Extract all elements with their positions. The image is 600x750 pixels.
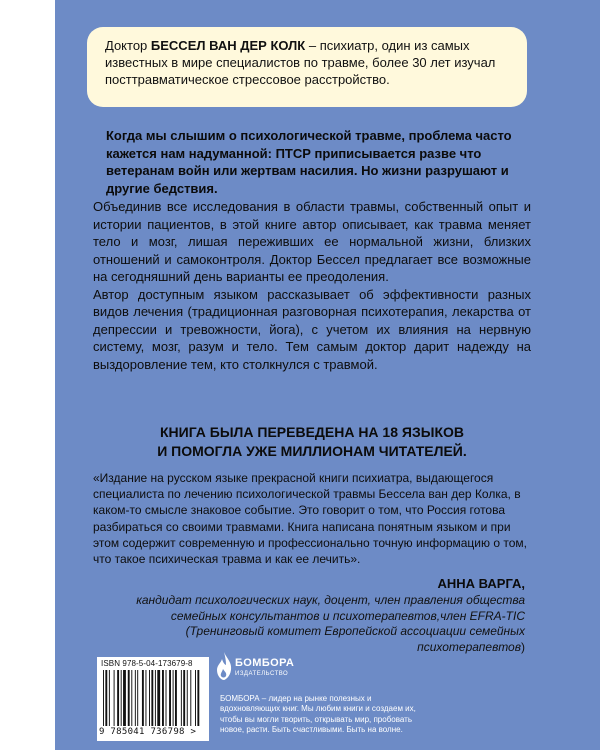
author-intro-box (87, 27, 527, 107)
barcode-bar (166, 670, 167, 726)
credentials-text: кандидат психологических наук, доцент, член правления общества семейных консультантов и психотерапевтов,член EFRA-TIC (Тренинговый комитет Европейской ассоциации семейных психотерапевтов (136, 593, 525, 654)
barcode-bar (145, 670, 146, 726)
flame-logo-icon (215, 651, 233, 681)
barcode-bar (103, 670, 104, 726)
publisher-tagline: ИЗДАТЕЛЬСТВО (235, 671, 289, 677)
barcode-panel (97, 657, 209, 741)
barcode-bar (195, 670, 196, 726)
barcode-bar (173, 670, 174, 726)
review-quote: «Издание на русском языке прекрасной книги психиатра, выдающегося специалиста по лечению психологической травмы Бессела ван дер Колка, в каком-то смысле знаковое событие. Это говорит о том, что Россия готова разбираться со своими травмами. Книга написана понятным языком и при этом содержит современную и профессионально точную информацию о том, что такое психическая травма и как ее лечить». (93, 471, 527, 567)
isbn-number: ISBN 978-5-04-173679-8 (101, 659, 193, 668)
barcode-bar (117, 670, 119, 726)
barcode-bar (197, 670, 199, 726)
ean-digits: 9 785041 736798 > (99, 727, 197, 737)
barcode-bar (157, 670, 160, 726)
barcode-bar (151, 670, 153, 726)
barcode-bar (109, 670, 110, 726)
publisher-name: БОМБОРА (235, 657, 295, 669)
lead-paragraph: Когда мы слышим о психологической травме, проблема часто кажется нам надуманной: ПТСР приписывается разве что ветеранам войн или жертвам насилия. Но жизни разрушают и другие бедствия. (106, 128, 512, 196)
publisher-description: БОМБОРА – лидер на рынке полезных и вдохновляющих книг. Мы любим книги и создаем их, чтобы вы могли творить, открывать мир, пробовать новое, расти. Быть счастливыми. Быть на волне. (220, 694, 416, 734)
barcode-bar (155, 670, 156, 726)
headline-line-2: И ПОМОГЛА УЖЕ МИЛЛИОНАМ ЧИТАТЕЛЕЙ. (157, 443, 467, 459)
intro-prefix: Доктор (105, 38, 151, 53)
barcode-bar (114, 670, 115, 726)
barcode-bar (128, 670, 130, 726)
barcode-bar (175, 670, 177, 726)
description-paragraph-2: Автор доступным языком рассказывает об эффективности разных видов лечения (традиционная разговорная психотерапия, лекарства от депрессии и тревожности, йога), с учетом их влияния на нервную систему, мозг, разум и тело. Тем самым доктор дарит надежду на выздоровление тем, кто столкнулся с травмой. (93, 286, 531, 372)
barcode-bar (169, 670, 171, 726)
barcode-bar (183, 670, 185, 726)
author-name: БЕССЕЛ ВАН ДЕР КОЛК (150, 38, 306, 53)
barcode-bar (121, 670, 122, 726)
barcode-bar (135, 670, 136, 726)
headline-line-1: КНИГА БЫЛА ПЕРЕВЕДЕНА НА 18 ЯЗЫКОВ (160, 424, 464, 440)
barcode-bar (142, 670, 144, 726)
credentials-close: ) (521, 639, 525, 654)
barcode-bar (149, 670, 150, 726)
barcode-bar (123, 670, 126, 726)
barcode-bar (190, 670, 191, 726)
publisher-logo (215, 645, 335, 695)
description (93, 198, 531, 373)
translations-headline (93, 423, 531, 461)
description-paragraph-1: Объединив все исследования в области травмы, собственный опыт и истории пациентов, в этой книге автор описывает, как травма меняет тело и мозг, лишая переживших ее нормальной жизни, близких отношений и самоконтроля. Доктор Бессел предлагает все возможные на сегодняшний день варианты ее преодоления. (93, 199, 531, 284)
barcode-bar (187, 670, 188, 726)
barcode-bar (137, 670, 138, 726)
barcode-bar (181, 670, 182, 726)
barcode-icon (103, 670, 203, 726)
barcode-bar (131, 670, 132, 726)
barcode-bar (162, 670, 164, 726)
barcode-bar (105, 670, 107, 726)
quote-author: АННА ВАРГА, (437, 576, 525, 591)
intro-text: – психиатр, один из самых известных в мире специалистов по травме, более 30 лет изучал посттравматическое стрессовое расстройство. (105, 38, 496, 87)
